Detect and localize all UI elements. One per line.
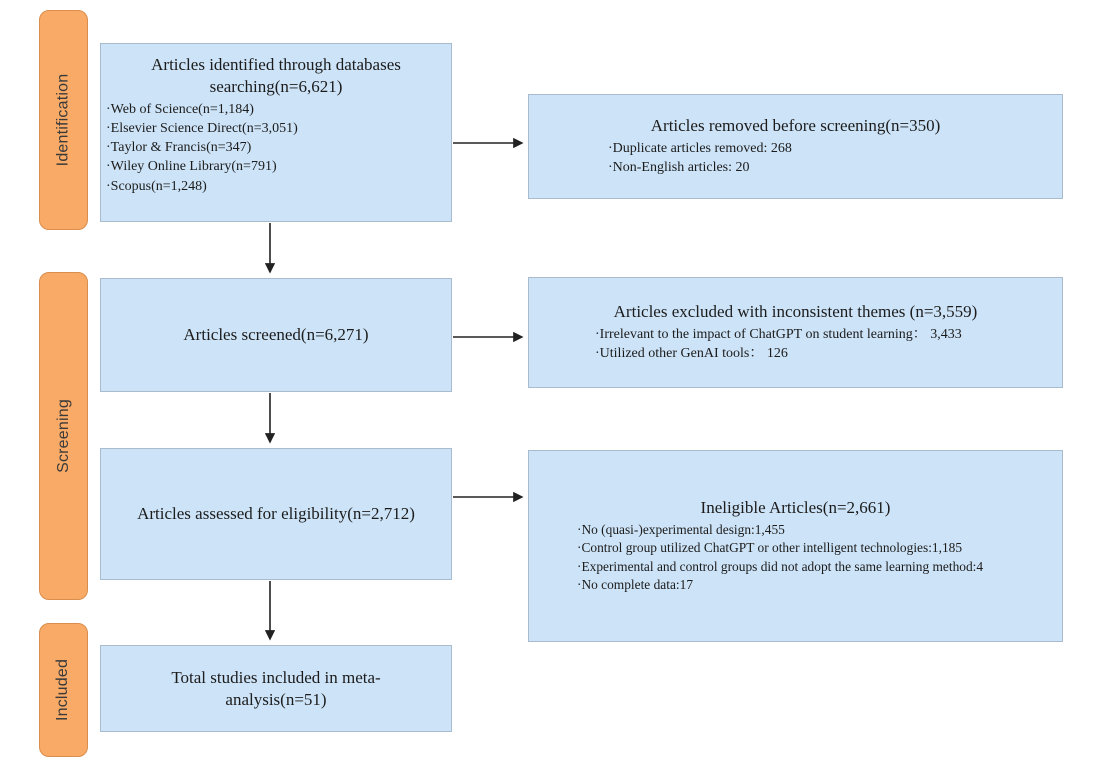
box-articles-identified-title: Articles identified through databases searching(n=6,621)	[151, 55, 401, 96]
stage-identification	[39, 10, 88, 230]
box-total-included-title: Total studies included in meta-analysis(n=51)	[171, 667, 381, 709]
list-item: ·Irrelevant to the impact of ChatGPT on student learning： 3,433	[595, 327, 962, 343]
box-articles-assessed	[100, 448, 452, 580]
list-item: ·Control group utilized ChatGPT or other intelligent technologies:1,185	[577, 540, 963, 556]
box-articles-removed	[528, 94, 1063, 199]
list-item: ·Taylor & Francis(n=347)	[106, 140, 252, 156]
stage-screening-label: Screening	[54, 399, 72, 473]
list-item: ·Non-English articles: 20	[608, 160, 750, 176]
list-item: ·Elsevier Science Direct(n=3,051)	[106, 120, 298, 136]
box-articles-assessed-title: Articles assessed for eligibility(n=2,712)	[137, 504, 415, 524]
box-articles-excluded-items	[529, 325, 1062, 364]
box-ineligible-articles	[528, 450, 1063, 642]
box-articles-excluded	[528, 277, 1063, 388]
list-item: ·Wiley Online Library(n=791)	[106, 159, 277, 175]
box-articles-excluded-title: Articles excluded with inconsistent themes (n=3,559)	[613, 302, 978, 322]
list-item: ·Web of Science(n=1,184)	[106, 101, 254, 117]
box-total-included	[100, 645, 452, 732]
stage-included-label: Included	[54, 658, 72, 722]
stage-identification-label: Identification	[54, 73, 72, 167]
stage-included	[39, 623, 88, 757]
list-item: ·No complete data:17	[577, 577, 694, 593]
box-articles-screened	[100, 278, 452, 392]
box-articles-removed-title: Articles removed before screening(n=350)	[650, 116, 941, 136]
list-item: ·Duplicate articles removed: 268	[608, 141, 792, 157]
stage-screening	[39, 272, 88, 600]
list-item: ·Experimental and control groups did not adopt the same learning method:4	[577, 558, 984, 574]
box-ineligible-articles-items	[529, 521, 1062, 595]
box-articles-identified	[100, 43, 452, 222]
box-ineligible-articles-title: Ineligible Articles(n=2,661)	[700, 498, 891, 518]
box-articles-identified-items	[101, 100, 451, 197]
box-articles-removed-items	[529, 139, 1062, 178]
box-articles-screened-title: Articles screened(n=6,271)	[183, 325, 369, 345]
list-item: ·No (quasi-)experimental design:1,455	[577, 521, 785, 537]
list-item: ·Scopus(n=1,248)	[106, 178, 207, 194]
list-item: ·Utilized other GenAI tools： 126	[595, 346, 788, 362]
